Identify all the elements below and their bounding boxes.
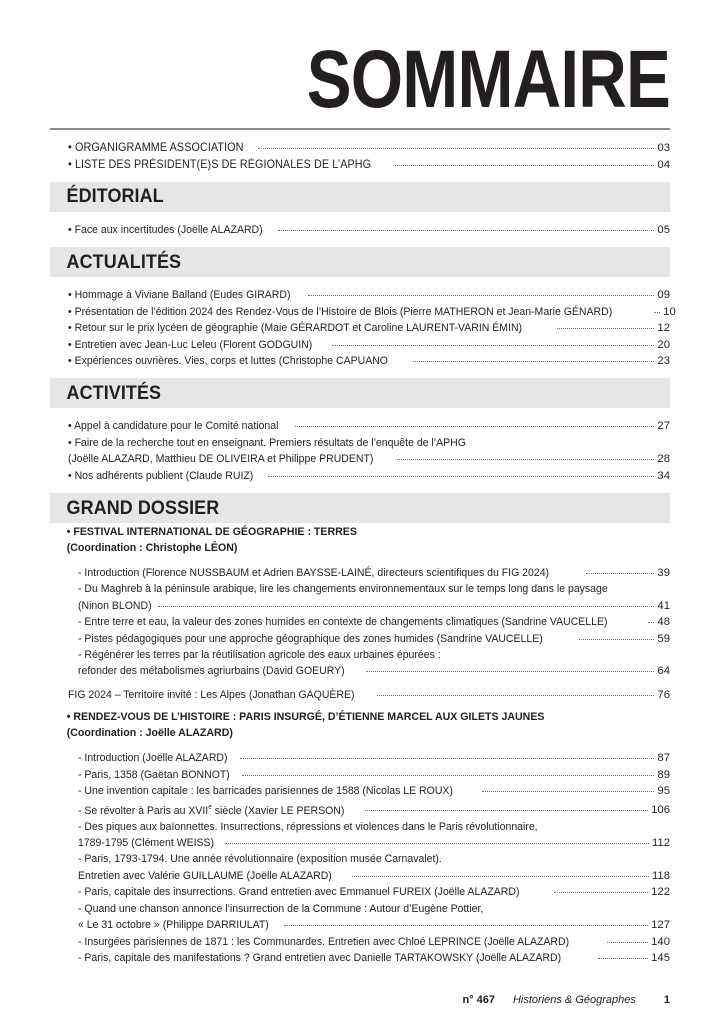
toc-entry[interactable] — [50, 614, 670, 630]
toc-entry-page: 95 — [657, 785, 670, 798]
toc-entry-label: • LISTE DES PRÉSIDENT(E)S DE RÉGIONALES DE L’APHG — [68, 157, 371, 173]
toc-entry-label: • Faire de la recherche tout en enseignant. Premiers résultats de l’enquête de l’APHG — [68, 435, 466, 451]
toc-entry-label: - Du Maghreb à la péninsule arabique, lire les changements environnementaux sur le temps long dans le paysage — [78, 583, 608, 596]
page-title: SOMMAIRE — [306, 34, 670, 125]
dot-leader — [557, 328, 654, 329]
toc-entry-label: - Paris, capitale des insurrections. Grand entretien avec Emmanuel FUREIX (Joëlle ALAZARD) — [78, 886, 520, 899]
dot-leader — [579, 639, 655, 640]
toc-entry-label: • Nos adhérents publient (Claude RUIZ) — [68, 468, 253, 484]
dot-leader — [482, 791, 654, 792]
toc-entry-label: « Le 31 octobre » (Philippe DARRIULAT) — [78, 919, 269, 932]
toc-entry-label: (Joëlle ALAZARD, Matthieu DE OLIVEIRA et Philippe PRUDENT) — [68, 453, 374, 466]
dot-leader — [598, 958, 648, 959]
dossier-title-text: FESTIVAL INTERNATIONAL DE GÉOGRAPHIE : TERRES — [73, 526, 357, 539]
toc-entry-label: • Présentation de l’édition 2024 des Rendez-Vous de l’Histoire de Blois (Pierre MATHERON et Jean-Marie GÉNARD) — [68, 304, 612, 320]
toc-entry-page: 05 — [657, 223, 670, 236]
toc-entry-label: • Entretien avec Jean-Luc Leleu (Florent GODGUIN) — [68, 337, 312, 353]
dossier-coordination: (Coordination : Joëlle ALAZARD) — [66, 726, 233, 739]
toc-entry-label: • ORGANIGRAMME ASSOCIATION — [68, 140, 244, 156]
toc-entry[interactable] — [50, 353, 670, 369]
section-entries-editorial — [50, 222, 670, 238]
page-title-block — [50, 0, 670, 125]
toc-entry[interactable] — [50, 851, 670, 867]
dot-leader — [648, 622, 654, 623]
toc-entry-page: 28 — [657, 453, 670, 466]
dossier-coordination: (Coordination : Christophe LÉON) — [66, 541, 238, 554]
toc-entry-label: - Une invention capitale : les barricades parisiennes de 1588 (Nicolas LE ROUX) — [78, 785, 453, 798]
dossier1-entries — [50, 565, 670, 680]
toc-entry[interactable] — [50, 418, 670, 434]
dot-leader — [284, 925, 648, 926]
toc-entry[interactable] — [50, 320, 670, 336]
toc-entry-label: - Paris, 1793-1794. Une année révolutionnaire (exposition musée Carnavalet). — [78, 853, 442, 866]
toc-entry-page: 64 — [657, 665, 670, 678]
dossier-bullet: • — [66, 526, 74, 539]
toc-entry[interactable] — [50, 337, 670, 353]
dot-leader — [158, 606, 654, 607]
issue-number: n° 467 — [462, 994, 495, 1006]
dot-leader — [607, 942, 648, 943]
toc-entry-page: 09 — [657, 289, 670, 302]
dossier-title — [50, 525, 627, 541]
dot-leader — [554, 892, 648, 893]
spacer — [50, 703, 670, 710]
toc-entry-page: 48 — [657, 616, 670, 629]
dot-leader — [365, 810, 648, 811]
toc-entry-label: - Entre terre et eau, la valeur des zones humides en contexte de changements climatiques (Sandrine VAUCELLE) — [78, 616, 608, 629]
section-title: ÉDITORIAL — [66, 185, 164, 208]
footer-page-number: 1 — [663, 994, 670, 1006]
section-header-grand-dossier — [50, 493, 670, 523]
toc-entry[interactable] — [50, 304, 676, 320]
toc-entry-label: - Insurgées parisiennes de 1871 : les Communardes. Entretien avec Chloé LEPRINCE (Joëlle ALAZARD) — [78, 935, 570, 948]
section-header-editorial — [50, 182, 670, 212]
toc-entry[interactable] — [50, 581, 670, 597]
toc-entry-page: 59 — [657, 632, 670, 645]
toc-entry[interactable] — [50, 565, 670, 581]
toc-entry[interactable] — [50, 157, 670, 173]
section-header-actualites — [50, 247, 670, 277]
toc-entry-label: 1789-1795 (Clément WEISS) — [78, 837, 215, 850]
toc-entry-territoire[interactable] — [50, 687, 670, 703]
toc-entry-page: 04 — [657, 158, 670, 171]
toc-entry-label: - Quand une chanson annonce l’insurrection de la Commune : Autour d’Eugène Pottier, — [78, 902, 484, 915]
dossier-title-text: RENDEZ-VOUS DE L’HISTOIRE : PARIS INSURGÉ, D’ÉTIENNE MARCEL AUX GILETS JAUNES — [73, 711, 545, 724]
section-title: ACTIVITÉS — [66, 381, 162, 404]
toc-entry-label: Entretien avec Valérie GUILLAUME (Joëlle ALAZARD) — [78, 869, 332, 882]
toc-entry-page: 89 — [657, 768, 670, 781]
dot-leader — [332, 345, 655, 346]
toc-entry[interactable] — [50, 631, 670, 647]
toc-entry-label: - Pistes pédagogiques pour une approche géographique des zones humides (Sandrine VAUCELLE) — [78, 632, 543, 645]
dossier2-entries — [50, 750, 670, 966]
toc-entry-page: 20 — [657, 338, 670, 351]
dot-leader — [395, 165, 654, 166]
toc-entry-page: 10 — [663, 305, 676, 318]
dot-leader — [366, 671, 655, 672]
dot-leader — [295, 426, 654, 427]
toc-entry-continuation[interactable] — [50, 917, 670, 933]
toc-entry[interactable] — [50, 222, 670, 238]
toc-entry[interactable] — [50, 468, 670, 484]
toc-entry-page: 34 — [657, 469, 670, 482]
toc-entry-label: (Ninon BLOND) — [78, 599, 152, 612]
toc-entry[interactable] — [50, 884, 670, 900]
toc-entry-page: 12 — [657, 322, 670, 335]
toc-entry-page: 76 — [657, 688, 670, 701]
toc-entry-page: 23 — [657, 355, 670, 367]
toc-entry[interactable] — [50, 819, 670, 835]
toc-entry-page: 140 — [651, 935, 670, 948]
dot-leader — [258, 148, 655, 149]
section-entries-actualites — [50, 287, 676, 369]
toc-entry[interactable] — [50, 950, 670, 966]
toc-entry-continuation[interactable] — [50, 835, 670, 851]
toc-entry[interactable] — [50, 140, 670, 156]
dot-leader — [240, 758, 655, 759]
toc-entry-label: • Appel à candidature pour le Comité national — [68, 418, 278, 434]
toc-entry-page: 127 — [651, 919, 670, 932]
toc-entry[interactable] — [50, 783, 670, 799]
title-divider — [50, 128, 670, 130]
spacer — [50, 743, 670, 750]
toc-entry-continuation[interactable] — [50, 451, 670, 467]
toc-entry[interactable] — [50, 435, 670, 451]
page-footer — [50, 994, 670, 1006]
toc-entry[interactable] — [50, 287, 670, 303]
dot-leader — [377, 695, 654, 696]
toc-entry-page: 118 — [651, 869, 670, 882]
toc-entry[interactable] — [50, 800, 670, 819]
toc-entry-page: 41 — [657, 599, 670, 612]
front-entries-group — [50, 140, 670, 173]
section-entries-activites — [50, 418, 670, 484]
toc-entry[interactable] — [50, 767, 670, 783]
toc-entry-continuation[interactable] — [50, 598, 670, 614]
toc-entry-page: 87 — [657, 752, 670, 765]
dot-leader — [654, 312, 660, 313]
dossier-bullet: • — [66, 711, 74, 724]
dot-leader — [397, 459, 654, 460]
toc-entry-label: refonder des métabolismes agriurbains (David GOEURY) — [78, 665, 345, 678]
dot-leader — [225, 843, 649, 844]
toc-entry-label: - Se révolter à Paris au XVIIe siècle (Xavier LE PERSON) — [78, 803, 345, 817]
toc-entry[interactable] — [50, 934, 670, 950]
dossier-title — [50, 710, 627, 726]
toc-entry-continuation[interactable] — [50, 663, 670, 679]
dot-leader — [413, 361, 654, 362]
dot-leader — [242, 775, 654, 776]
toc-entry-page: 122 — [651, 886, 670, 899]
spacer — [50, 558, 670, 565]
toc-entry-label: - Des piques aux baïonnettes. Insurrections, répressions et violences dans le Paris révolutionnaire, — [78, 820, 538, 833]
toc-entry-label: FIG 2024 – Territoire invité : Les Alpes (Jonathan GAQUÈRE) — [68, 688, 355, 701]
dot-leader — [278, 230, 654, 231]
toc-entry-label: - Régénérer les terres par la réutilisation agricole des eaux urbaines épurées : — [78, 649, 441, 662]
toc-entry-page: 145 — [651, 951, 670, 964]
section-header-activites — [50, 378, 670, 408]
toc-entry-label: - Paris, capitale des manifestations ? Grand entretien avec Danielle TARTAKOWSKY (Joëlle ALAZARD) — [78, 951, 562, 964]
toc-entry-page: 03 — [657, 142, 670, 155]
revue-name: Historiens & Géographes — [512, 994, 636, 1006]
toc-entry-page: 106 — [651, 804, 670, 817]
toc-entry-continuation[interactable] — [50, 868, 670, 884]
toc-entry-label: • Expériences ouvrières. Vies, corps et luttes (Christophe CAPUANO — [68, 353, 388, 369]
dot-leader — [268, 476, 654, 477]
toc-entry-label: - Paris, 1358 (Gaëtan BONNOT) — [78, 768, 230, 781]
toc-entry-page: 39 — [657, 567, 670, 580]
spacer — [50, 680, 670, 687]
toc-entry[interactable] — [50, 901, 670, 917]
toc-entry-label: - Introduction (Joëlle ALAZARD) — [78, 752, 228, 765]
dot-leader — [308, 295, 654, 296]
toc-entry-label: - Introduction (Florence NUSSBAUM et Adrien BAYSSE-LAINÉ, directeurs scientifiques du FIG 2024) — [78, 567, 550, 580]
toc-entry[interactable] — [50, 647, 670, 663]
toc-entry-page: 112 — [651, 837, 670, 850]
toc-entry-label: • Retour sur le prix lycéen de géographie (Maie GÉRARDOT et Caroline LAURENT-VARIN ÉMIN) — [68, 320, 522, 336]
section-title: ACTUALITÉS — [66, 250, 182, 273]
section-title: GRAND DOSSIER — [66, 496, 220, 519]
toc-entry-label: • Hommage à Viviane Balland (Eudes GIRARD) — [68, 287, 290, 303]
dot-leader — [586, 573, 655, 574]
toc-entry-page: 27 — [657, 420, 670, 433]
dot-leader — [352, 876, 649, 877]
toc-entry[interactable] — [50, 750, 670, 766]
toc-entry-label: • Face aux incertitudes (Joëlle ALAZARD) — [68, 222, 263, 238]
